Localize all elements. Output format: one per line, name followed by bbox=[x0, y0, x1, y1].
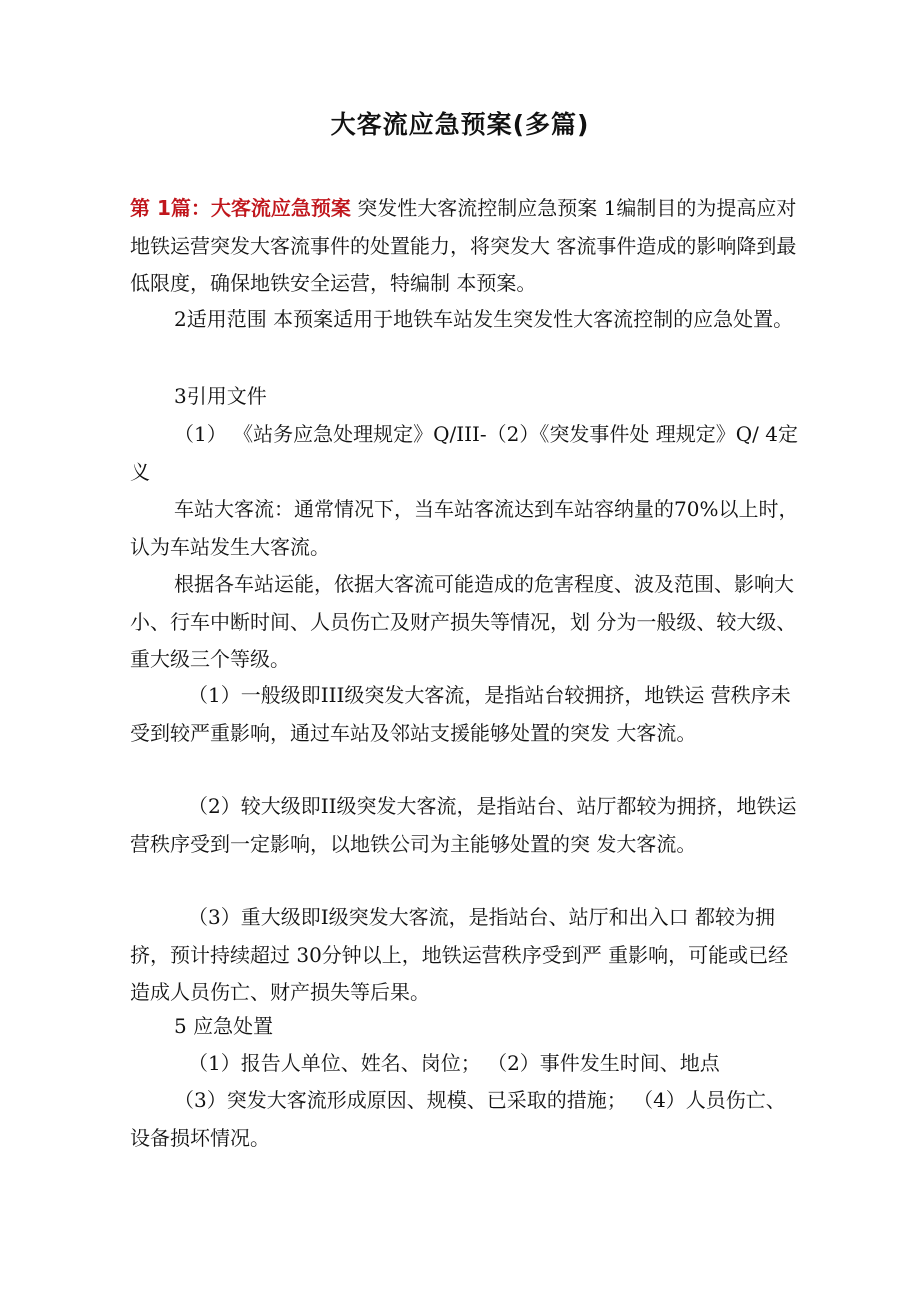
paragraph-level-1: （3）重大级即Ⅰ级突发大客流，是指站台、站厅和出入口 都较为拥挤，预计持续超过 30分钟以上，地铁运营秩序受到严 重影响，可能或已经造成人员伤亡、财产损失等后果。 bbox=[130, 905, 789, 1004]
paragraph-level-3: （1）一般级即III级突发大客流，是指站台较拥挤，地铁运 营秩序未受到较严重影响，通过车站及邻站支援能够处置的突发 大客流。 bbox=[130, 683, 791, 745]
document-title: 大客流应急预案(多篇) bbox=[330, 110, 590, 139]
paragraph-definition: 车站大客流：通常情况下，当车站客流达到车站容纳量的70%以上时，认为车站发生大客流。 bbox=[130, 497, 799, 559]
paragraph-response: 5 应急处置 bbox=[174, 1014, 274, 1038]
paragraph-purpose-text: 突发性大客流控制应急预案 1编制目的为提高应对地铁运营突发大客流事件的处置能力，将突发大 客流事件造成的影响降到最低限度，确保地铁安全运营，特编制 本预案。 bbox=[130, 196, 797, 295]
paragraph-report-items-2: （3）突发大客流形成原因、规模、已采取的措施； （4）人员伤亡、设备损坏情况。 bbox=[130, 1088, 786, 1150]
paragraph-references: 3引用文件 bbox=[174, 384, 267, 408]
paragraph-level-2: （2）较大级即II级突发大客流，是指站台、站厅都较为拥挤，地铁运营秩序受到一定影响，以地铁公司为主能够处置的突 发大客流。 bbox=[130, 794, 797, 856]
paragraph-reference-list: （1） 《站务应急处理规定》Q/III-（2）《突发事件处 理规定》Q/ 4定义 bbox=[130, 422, 798, 484]
paragraph-purpose bbox=[130, 190, 802, 303]
paragraph-levels: 根据各车站运能，依据大客流可能造成的危害程度、波及范围、影响大小、行车中断时间、人员伤亡及财产损失等情况，划 分为一般级、较大级、重大级三个等级。 bbox=[130, 572, 797, 671]
section-heading: 第 1篇：大客流应急预案 bbox=[130, 196, 351, 220]
paragraph-scope: 2适用范围 本预案适用于地铁车站发生突发性大客流控制的应急处置。 bbox=[174, 307, 794, 331]
paragraph-report-items-1: （1）报告人单位、姓名、岗位； （2）事件发生时间、地点 bbox=[188, 1051, 720, 1075]
